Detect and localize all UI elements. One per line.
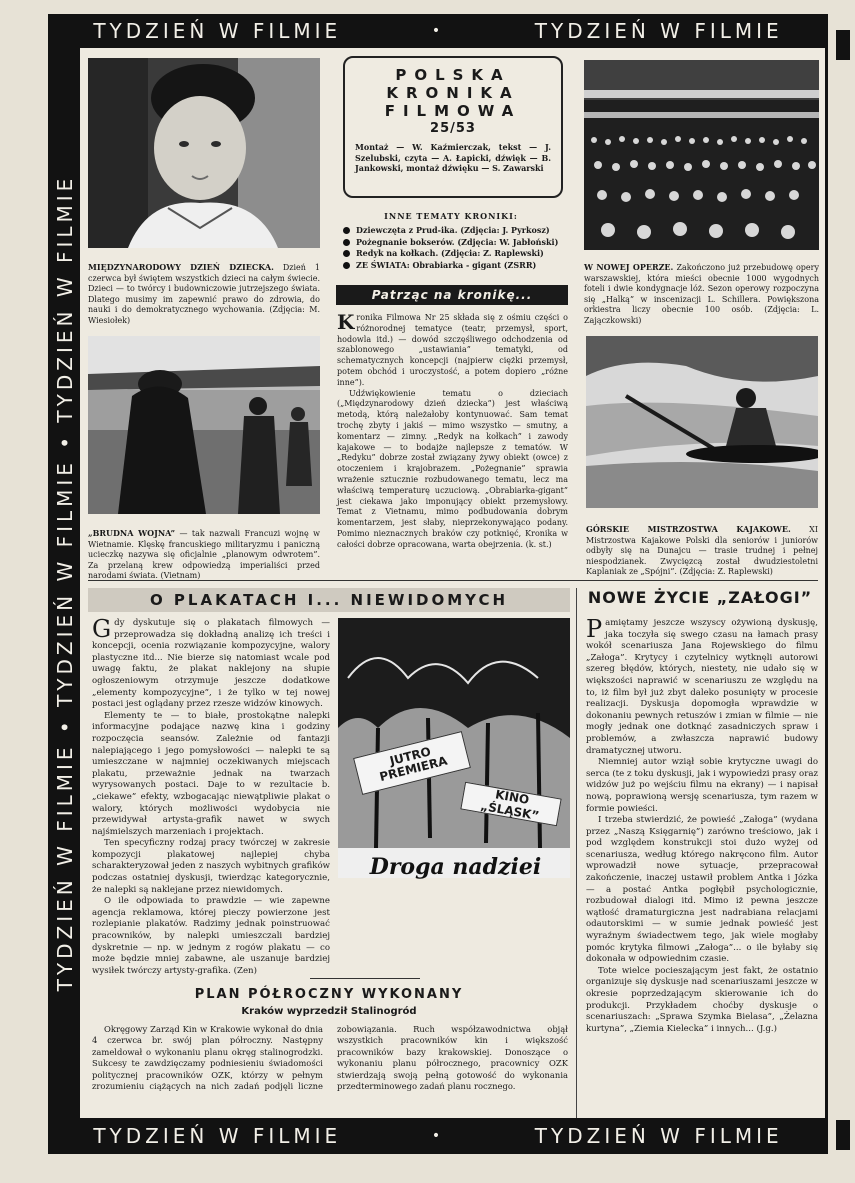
banner-text-left: TYDZIEŃ W FILMIE (93, 1124, 342, 1148)
poster-title: Droga nadziei (369, 854, 542, 880)
caption-text: Dzień 1 czerwca był świętem wszystkich dzieci na całym świecie. Dzieci — to twórcy i budowniczowie jutrzejszego świata. Dlatego musimy im zapewnić prawo do zdrowia, do nauki i do demokratycznego wychowania. (Zdjęcia: M. Wiesiołek) (88, 263, 320, 325)
side-banner-text: TYDZIEŃ W FILMIE • TYDZIEŃ W FILMIE • TYDZIEŃ W FILMIE (53, 174, 77, 992)
nowe-article: Pamiętamy jeszcze wszyscy ożywioną dyskusję, jaka toczyła się swego czasu na łamach prasy wokół scenariusza Jana Rojewskiego do filmu „Załoga”. Krytycy i czytelnicy wytknęli autorowi szereg błędów, których, niestety, nie udało się w większości naprawić w scenariuszu ze względu na to, iż film był już zbyt daleko posunięty w procesie realizacji. Dyskusja dopomogła wprawdzie w dokonaniu pewnych retuszów i zmian w filmie — nie mogły jednak one dotknąć zasadniczych spraw i problemów, a zwłaszcza naprawić budowy dramatycznej utworu. Niemniej autor wziął sobie krytyczne uwagi do serca (te z toku dyskusji, jak i wypowiedzi prasy oraz widzów już po wejściu filmu na ekrany) — i napisał nową, poprawioną wersję scenariusza, tym razem w formie powieści. I trzeba stwierdzić, że powieść „Załoga” (wydana przez „Naszą Księgarnię”) zarówno treściowo, jak i pod względem konstrukcji stoi dużo wyżej od scenariusza, według którego nakręcono film. Autor wprowadził nowe sytuacje, przepracował zakończenie, inaczej ustawił problem Antka i Józka — a postać Antka pogłębił psychologicznie, rozbudował dialogi itd. Mimo iż pewna jeszcze wątłość dramaturgiczna jest nadrabiana relacjami odautorskimi — w sumie jednak powieść jest wyraźnym świadectwem tego, jak wiele mogłaby pomóc krytyka filmowi „Załoga”... o ile byłaby się dokonała w odpowiednim czasie. Tote wielce pocieszającym jest fakt, że ostatnio organizuje się dyskusje nad scenariuszami jeszcze w okresie poprzedzającym skierowanie ich do produkcji. Przykładem choćby dyskusje o scenariuszach: „Sprawa Szymka Bielasa”, „Żelazna kurtyna”, „Ziemia Kielecka” i innych... (J.g.) (586, 615, 818, 1034)
kronika-credits: Montaż — W. Kaźmierczak, tekst — J. Szelubski, czyta — A. Łapicki, dźwięk — B. Jankowski, montaż dźwięku — S. Zawarski (355, 142, 551, 173)
edge-mark (836, 1120, 850, 1150)
kronika-title-1: POLSKA (395, 66, 511, 84)
opera-photo (584, 60, 819, 250)
banner-text-right: TYDZIEŃ W FILMIE (534, 19, 783, 43)
banner-text-right: TYDZIEŃ W FILMIE (534, 1124, 783, 1148)
divider (576, 588, 577, 1118)
nowe-heading: NOWE ŻYCIE „ZAŁOGI” (587, 588, 813, 607)
dropcap: G (92, 615, 112, 643)
list-item: Redyk na kołkach. (Zdjęcia: Z. Raplewski) (343, 248, 568, 260)
bullet-icon (343, 250, 350, 257)
list-item: Pożegnanie bokserów. (Zdjęcia: W. Jabłoński) (343, 237, 568, 249)
kayak-photo (586, 336, 818, 508)
banner-text-left: TYDZIEŃ W FILMIE (93, 19, 342, 43)
vietnam-caption (88, 528, 320, 582)
plakat-heading: O PLAKATACH I... NIEWIDOMYCH (88, 588, 570, 612)
divider (310, 978, 420, 979)
caption-title: MIĘDZYNARODOWY DZIEŃ DZIECKA. (88, 262, 274, 272)
kronika-title-2: KRONIKA (386, 84, 520, 102)
top-banner (48, 14, 828, 48)
list-item: ZE ŚWIATA: Obrabiarka - gigant (ZSRR) (343, 260, 568, 272)
banner-separator: • (431, 23, 445, 39)
poster-sticker-premiera: JUTRO PREMIERA (353, 731, 471, 795)
caption-title: GÓRSKIE MISTRZOSTWA KAJAKOWE. (586, 524, 791, 534)
caption-text: Zakończono już przebudowę opery warszawskiej, która mieści obecnie 1000 wygodnych foteli i dwie kondygnacje lóż. Sezon operowy rozpoczyna się „Halką” w inscenizacji L. Schillera. Powiększona orkiestra liczy obecnie 100 osób. (Zdjęcia: L. Zajączkowski) (584, 263, 819, 325)
bullet-icon (343, 262, 350, 269)
kronika-number: 25/53 (430, 121, 476, 136)
dropcap: K (337, 310, 355, 334)
kronika-article: Kronika Filmowa Nr 25 składa się z ośmiu części o różnorodnej tematyce (teatr, przemysł, sport, hodowla itd.) — dowód szczęśliwego odchodzenia od szablonowego „ustawiania” tematyki, od schematycznych koncepcji (najpierw ciężki przemysł, potem obchód i uroczystość, a potem dopiero „różne inne”). Udźwiękowienie tematu o dzieciach („Międzynarodowy dzień dziecka”) jest właściwą metodą, którą należałoby kontynuować. Sam temat trochę zbyty i jakiś — mimo wszystko — smutny, a komentarz — zimny. „Redyk na kołkach” i zawody kajakowe — to bodajże najlepsze z tematów. W „Redyku” dobrze został związany żywy obiekt (owce) z otoczeniem i krajobrazem. „Pożegnanie” sprawia wrażenie sztucznie rozbudowanego tematu, lecz ma właściwą temperaturę uczuciową. „Obrabiarka-gigant” jest ciekawa jako imponujący obiekt przemysłowy. Temat z Vietnamu, mimo podbudowania dobrym komentarzem, jest słaby, nieprzekonywająco podany. Pomimo nieznacznych braków czy potknięć, Kronika w całości dobrze opracowana, warta obejrzenia. (k. st.) (337, 310, 568, 549)
bottom-banner (48, 1119, 828, 1153)
caption-text: XI Mistrzostwa Kajakowe Polski dla seniorów i juniorów odbyły się na Dunajcu — trasie trudnej i pełnej niespodzianek. Zwycięzcą został dwudziestoletni Kaplaniak ze „Spójni”. (Zdjęcia: Z. Raplewski) (586, 525, 818, 576)
plan-subheading: Kraków wyprzedził Stalinogród (241, 1006, 417, 1017)
side-banner (50, 48, 80, 1118)
vietnam-photo (88, 336, 320, 514)
opera-caption (584, 262, 819, 326)
inne-tematy-title: INNE TEMATY KRONIKI: (384, 211, 518, 221)
list-item: Dziewczęta z Prud-ika. (Zdjęcia: J. Pyrkosz) (343, 225, 568, 237)
dropcap: P (586, 615, 603, 643)
caption-title: „BRUDNA WOJNA” (88, 528, 176, 538)
child-caption (88, 262, 320, 326)
poster-sticker-kino: KINO „ŚLĄSK” (460, 782, 561, 827)
bullet-icon (343, 227, 350, 234)
plan-heading: PLAN PÓŁROCZNY WYKONANY (194, 987, 464, 1002)
patrzac-heading: Patrząc na kronikę... (336, 285, 568, 305)
kronika-title-3: FILMOWA (384, 102, 522, 120)
caption-title: W NOWEJ OPERZE. (584, 262, 674, 272)
caption-text: — tak nazwali Francuzi wojnę w Wietnamie. Klęskę francuskiego militaryzmu i paniczną ucieczkę nazywa się oficjalnie „planowym odwrotem”. Za przelaną krew odpowiedzą imperialiści przed narodami świata. (Vietnam) (88, 529, 321, 580)
divider (88, 580, 818, 581)
inne-tematy-list (343, 225, 568, 271)
banner-separator: • (431, 1128, 445, 1144)
child-photo (88, 58, 320, 248)
plakat-article: Gdy dyskutuje się o plakatach filmowych — przeprowadza się dokładną analizę ich treści i koncepcji, ocenia rozwiązanie kompozycyjne, walory plastyczne itd... Nie bierze się natomiast wcale pod uwagę faktu, że plakat naklejony na słupie ogłoszeniowym otrzymuje jeszcze dodatkowe „elementy kompozycyjne”, i że tylko w tej nowej postaci jest oglądany przez rzesze widzów kinowych. Elementy te — to białe, prostokątne nalepki informacyjne podające nazwę kina i godziny rozpoczęcia seansów. Zależnie od fantazji nalepiającego i jego pomysłowości — nalepki te są umieszczane w najmniej oczekiwanych miejscach plakatu, przeważnie jednak na twarzach wyrysowanych postaci. Daje to w rezultacie b. „ciekawe” efekty, wzbogacając niewątpliwie plakat o walory, których możliwości wydobycia nie przewidywał artysta-grafik nawet w swych najśmielszych marzeniach i projektach. Ten specyficzny rodzaj pracy twórczej w zakresie kompozycji plakatowej najlepiej chyba scharakteryzował jeden z naszych wybitnych grafików podczas ostatniej dyskusji, twierdząc kategorycznie, że nalepki są naklejane przez niewidomych. O ile odpowiada to prawdzie — wie zapewne agencja reklamowa, której pieczy powierzone jest rozlepianie plakatów. Radzimy jednak poinstruować pracowników, by nalepki umieszczali bardziej dyskretnie — np. w jednym z rogów plakatu — co może będzie mniej zabawne, ale uszanuje bardziej wysiłek twórczy artysty-grafika. (Zen) (92, 615, 330, 976)
plan-article: Okręgowy Zarząd Kin w Krakowie wykonał do dnia 4 czerwca br. swój plan półroczny. Następny zameldował o wykonaniu planu okręg stalinogrodzki. Sukcesy te zawdzięczamy podniesieniu świadomości politycznej pracowników OZK, którzy w pełnym zrozumieniu ciążących na nich zadań podjęli liczne zobowiązania. Ruch współzawodnictwa objął wszystkich pracowników kin i większość pracowników bazy krakowskiej. Donoszące o wykonaniu planu półrocznego, pracownicy OZK stwierdzają swoją pełną gotowość do wykonania przedterminowego zadań planu rocznego. (92, 1024, 568, 1092)
edge-mark (836, 30, 850, 60)
kronika-box (343, 56, 563, 198)
bullet-icon (343, 239, 350, 246)
kayak-caption (586, 524, 818, 578)
